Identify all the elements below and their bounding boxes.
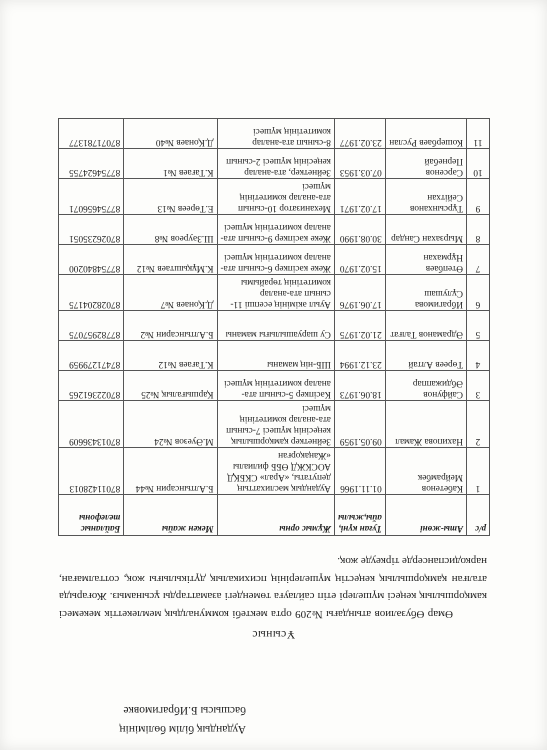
header-work: Жұмыс орны (217, 495, 334, 536)
cell-num: 4 (466, 341, 489, 371)
cell-name: Өтепбаев Нұрмахан (385, 245, 466, 275)
cell-num: 10 (466, 149, 489, 179)
cell-work: Зейнеткер, ата-аналар кеңесінің мүшесі 2-сынып (217, 149, 334, 179)
cell-work: Зейнеткер қамқоршылық кеңесінің мүшесі 7-сынып ата-аналар комитетінің мүшесі (217, 401, 334, 448)
addressee-line-2: басшысы Б.Ибрагимовке (123, 704, 246, 716)
cell-work: Аудандық мәслихаттың депутаты, «Арал» СКБҚД АОСКЖД ӨББ филиалы «Жаңақорған (217, 448, 334, 495)
cell-work: Механизатор 10-сынып ата-аналар комитетінің мүшесі (217, 179, 334, 215)
cell-num: 3 (466, 371, 489, 401)
cell-addr: К.Тағаев №1 (124, 149, 217, 179)
table-row (59, 149, 490, 179)
cell-date: 07.03.1953 (334, 149, 385, 179)
cell-addr: Е.Төреев №13 (124, 179, 217, 215)
addressee-line-1: Аудандық білім бөлімінің (119, 723, 246, 735)
cell-date: 09.05.1959 (334, 401, 385, 448)
cell-date: 18.06.1973 (334, 371, 385, 401)
cell-phone: 87022361265 (59, 371, 124, 401)
cell-name: Сайфунов Әбдижаппар (385, 371, 466, 401)
document-title: Ұсыныс (251, 628, 296, 640)
cell-date: 30.08.1990 (334, 215, 385, 245)
header-phone: Байланыс телефоны (59, 495, 124, 536)
cell-name: Сәрсенов Пернебай (385, 149, 466, 179)
table-row (59, 341, 490, 371)
cell-num: 9 (466, 179, 489, 215)
cell-date: 01.11.1966 (334, 448, 385, 495)
cell-phone: 87754840200 (59, 245, 124, 275)
cell-date: 15.02.1970 (334, 245, 385, 275)
cell-num: 1 (466, 448, 489, 495)
cell-addr: Д.Қонаев №7 (124, 275, 217, 311)
cell-phone: 87754656071 (59, 179, 124, 215)
cell-date: 21.02.1975 (334, 311, 385, 341)
cell-phone: 87471279959 (59, 341, 124, 371)
cell-name: Мырзахан Сандар (385, 215, 466, 245)
cell-addr: Д.Қонаев №40 (124, 119, 217, 149)
cell-num: 11 (466, 119, 489, 149)
cell-work: Жеке кәсіпкер 9-сынып ата-аналар комитетінің мүшесі (217, 215, 334, 245)
cell-work: ШБ-нің маманы (217, 341, 334, 371)
cell-name: Төреев Алтай (385, 341, 466, 371)
cell-name: Кошербаев Руслан (385, 119, 466, 149)
table-row (59, 245, 490, 275)
cell-num: 7 (466, 245, 489, 275)
cell-phone: 87071781377 (59, 119, 124, 149)
table-row (59, 275, 490, 311)
table-row (59, 311, 490, 341)
cell-name: Әдраманов Талғат (385, 311, 466, 341)
header-addr: Мекен жайы (124, 495, 217, 536)
cell-addr: Ш.Зәуреов №8 (124, 215, 217, 245)
cell-addr: К.Мұқыштаев №12 (124, 245, 217, 275)
cell-phone: 87011428013 (59, 448, 124, 495)
cell-work: Ауыл әкімінің есепші 11-сынып ата-аналар комитетінің төрайымы (217, 275, 334, 311)
cell-phone: 87013436609 (59, 401, 124, 448)
table-body (59, 119, 490, 495)
table-row (59, 448, 490, 495)
header-num: р/с (466, 495, 489, 536)
header-name: Аты-жөні (385, 495, 466, 536)
cell-phone: 87026235051 (59, 215, 124, 245)
table-header-row (59, 495, 490, 536)
cell-name: Тұрсынханов Сейітхан (385, 179, 466, 215)
cell-date: 17.02.1971 (334, 179, 385, 215)
table-row (59, 371, 490, 401)
addressee-block (36, 700, 246, 738)
intro-paragraph: Өмар Өбузәлиов атындағы №209 орта мектебі коммуналдық мемлекеттік мекемесі камқоршылық кеңесі мүшелері етіп сайлауға төмендегі азаматтарды ұсынамыз. Жоғарыда аталған қамқоршылық кеңестің мүшелерінің психикалық дүтікылығы жоқ, сотталмаған, наркодиспансерде тіркеуде жоқ. (59, 555, 487, 620)
cell-addr: Б.Алтынсарин №44 (124, 448, 217, 495)
cell-date: 17.06.1976 (334, 275, 385, 311)
header-date: Туған күні, айы,жылы (334, 495, 385, 536)
cell-num: 5 (466, 311, 489, 341)
table-row (59, 179, 490, 215)
cell-name: Кабетенов Мейрамбек (385, 448, 466, 495)
cell-num: 6 (466, 275, 489, 311)
cell-date: 23.12.1994 (334, 341, 385, 371)
table-row (59, 215, 490, 245)
cell-date: 23.02.1977 (334, 119, 385, 149)
cell-phone: 87782957075 (59, 311, 124, 341)
members-table (58, 118, 490, 536)
cell-name: Ибрагимова Сұлушаш (385, 275, 466, 311)
cell-addr: М.Әуезов №24 (124, 401, 217, 448)
cell-work: Су шаруашылығы маманы (217, 311, 334, 341)
cell-num: 8 (466, 215, 489, 245)
cell-work: Кәсіпкер 5-сынып ата-аналар комитетінің мүшесі (217, 371, 334, 401)
table-row (59, 119, 490, 149)
cell-num: 2 (466, 401, 489, 448)
cell-phone: 87754624755 (59, 149, 124, 179)
cell-phone: 87028204175 (59, 275, 124, 311)
cell-addr: Қаршығалық №25 (124, 371, 217, 401)
cell-work: 8-сынып ата-аналар комитетінің мүшесі (217, 119, 334, 149)
cell-name: Нахипова Жамал (385, 401, 466, 448)
cell-addr: Б.Алтынсарин №2 (124, 311, 217, 341)
cell-work: Жеке кәсіпкер 6-сынып ата-аналар комитетінің мүшесі (217, 245, 334, 275)
table-row (59, 401, 490, 448)
cell-addr: К.Тағаев №12 (124, 341, 217, 371)
